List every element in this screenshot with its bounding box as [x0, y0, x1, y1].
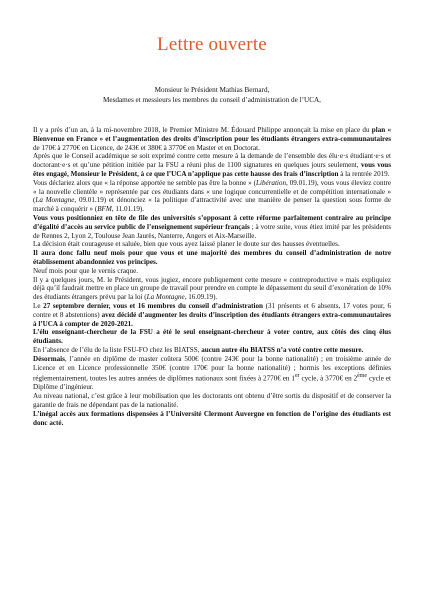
text: , 16.09.19). — [184, 293, 218, 302]
bold-text: Vous vous positionniez en tête de file des universités s’opposant à cette réforme parfaitement contraire au principe d’égalité d’accès au service public de l’enseignement supérieur français — [33, 213, 391, 231]
page-title: Lettre ouverte — [157, 34, 267, 55]
text: à la rentrée 2019. — [338, 169, 390, 178]
text: En l’absence de l’élu de la liste FSU-FO chez les BIATSS, — [33, 345, 202, 354]
text: , 09.01.19) et dénonciez « la politique d’attractivité avec une manière de penser la question sous forme de marché à conquérir » ( — [33, 196, 392, 214]
paragraph-quotes — [33, 179, 391, 214]
text: Le — [33, 301, 44, 310]
source-liberation: Libération — [256, 178, 286, 187]
superscript: er — [294, 373, 300, 380]
bold-text: L’inégal accès aux formations dispensées à l’Université Clermont Auvergne en fonction de l’origine des étudiants est donc acté. — [33, 409, 391, 427]
bold-text: 27 septembre dernier, vous et 16 membres du conseil d’administration — [43, 301, 263, 310]
text: de 170€ à 2770€ en Licence, de 243€ et 380€ à 3770€ en Master et en Doctorat. — [33, 143, 260, 152]
salutation — [40, 86, 384, 105]
text: , 11.01.19). — [111, 205, 145, 214]
source-la-montagne: La Montagne — [35, 196, 75, 205]
source-la-montagne: La Montagne — [146, 293, 185, 302]
text: Après que le Conseil académique se soit exprimé contre cette mesure à la demande de l’ensemble des élu·e·s étudiant·e·s et doctorant·e·s et qu’une pétition initiée par la FSU a réuni plus de 1100 signatures en quelques jours seulement, — [33, 152, 391, 170]
text: cycle et Diplôme d’ingénieur. — [33, 374, 391, 392]
bold-text: Il aura donc fallu neuf mois pour que vous et une majorité des membres du conseil d’administration de notre établissement abandonniez vos principes. — [33, 249, 391, 266]
paragraph-biatss — [33, 346, 391, 355]
salutation-line-council: Mesdames et messieurs les membres du conseil d’administration de l’UCA, — [103, 95, 321, 104]
paragraph-nine-months — [33, 249, 391, 267]
paragraph-vote — [33, 302, 391, 328]
paragraph-conclusion — [33, 410, 391, 428]
superscript: ème — [357, 373, 367, 380]
bold-text: plan « Bienvenue en France » et l’augmentation des droits d’inscription pour les étudiants étrangers extra-communautaires — [33, 126, 391, 143]
paragraph-doctorants: Au niveau national, c’est grâce à leur mobilisation que les doctorants ont obtenu d’être sortis du dispositif et de conserver la garantie de frais ne dépendant pas de la nationalité. — [33, 392, 391, 410]
text: , 09.01.19), vous vous éleviez contre « la nouvelle clientèle » représentée par ces étudiants dans « une logique concurrentielle et de compétition internationale » ( — [33, 178, 391, 205]
bold-text: avez décidé d’augmenter les droits d’inscription des étudiants étrangers extra-communautaires à l’UCA à compter de 2020-2021. — [33, 310, 392, 328]
paragraph-fees — [33, 355, 391, 393]
text: Il y a quelques jours, M. le Président, vous jugiez, encore publiquement cette mesure « contreproductive » mais expliquiez déjà qu’il faudrait mettre en place un groupe de travail pour prendre en compte le dépassement du seuil d’exonération de 10% des étudiants étrangers prévu par la loi ( — [33, 275, 391, 302]
paragraph-recent — [33, 276, 391, 302]
text: Il y a près d’un an, à la mi-novembre 2018, le Premier Ministre M. Édouard Philippe annonçait la mise en place du — [33, 126, 372, 134]
paragraph-fsu-vote — [33, 328, 391, 346]
paragraph-positioning — [33, 214, 391, 240]
letter-body — [33, 126, 391, 427]
bold-text: Désormais — [33, 354, 65, 363]
source-bfm: BFM — [97, 205, 112, 214]
paragraph-varnish: Neuf mois pour que le vernis craque. — [33, 266, 138, 275]
text: ; à votre suite, vous étiez imité par les présidents de Rennes 2, Lyon 2, Toulouse Jean Jaurès, Nanterre, Angers et Aix-Marseille. — [33, 222, 391, 240]
salutation-line-president: Monsieur le Président Mathias Bernard, — [154, 86, 270, 94]
bold-text: vous vous êtes engagé, Monsieur le Président, à ce que l’UCA n’applique pas cette hausse des frais d’inscription — [33, 161, 391, 178]
text: (31 présents et 6 absents, 17 votes pour, 6 contre et 8 abstentions) — [33, 301, 391, 319]
paragraph-commitment — [33, 152, 391, 178]
bold-text: L’élu enseignant-chercheur de la FSU a été le seul enseignant-chercheur à voter contre, aux côtés des cinq élus étudiants. — [33, 328, 391, 346]
bold-text: aucun autre élu BIATSS n’a voté contre cette mesure. — [201, 345, 364, 354]
text: cycle, à 3770€ en 2 — [299, 374, 358, 383]
text: Vous déclariez alors que « la réponse apportée ne semble pas être la bonne » ( — [33, 178, 257, 187]
paragraph-decision: La décision était courageuse et saluée, bien que vous ayez laissé planer le doute sur des hausses éventuelles. — [33, 240, 340, 249]
paragraph-announcement — [33, 126, 391, 152]
text: , l’année en diplôme de master coûtera 500€ (contre 243€ pour la bonne nationalité) ; en troisième année de Licence et en Licence professionnelle 350€ (contre 170€ pour la bonne nationalité) ; hormis les exceptions définies réglementairement, toutes les autres années de diplômes nationaux sont fixées à 2770€ en 1 — [33, 354, 391, 383]
